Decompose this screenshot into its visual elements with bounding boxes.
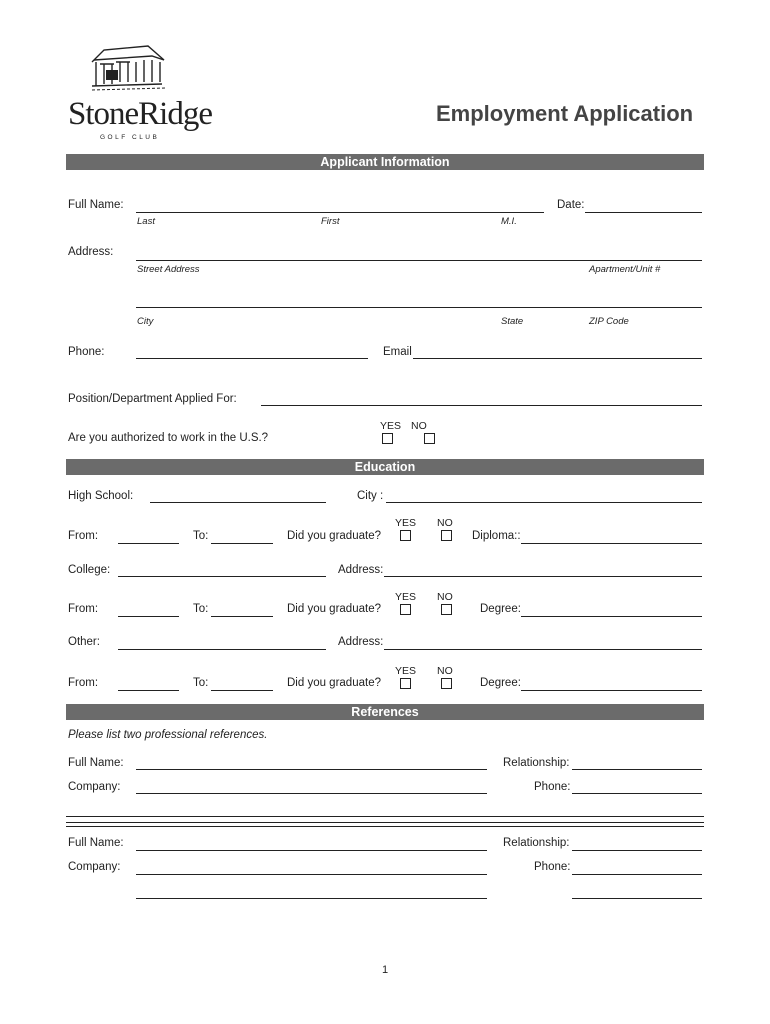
section-title: Education <box>354 460 416 474</box>
no-label: NO <box>437 665 453 677</box>
logo-subtitle: GOLF CLUB <box>100 134 160 141</box>
first-name-hint: First <box>321 216 340 227</box>
street-address-field[interactable] <box>136 260 702 261</box>
full-name-label: Full Name: <box>68 199 124 211</box>
page-number: 1 <box>381 964 389 976</box>
date-label: Date: <box>557 199 585 211</box>
college-label: College: <box>68 564 111 576</box>
hs-graduate-no-checkbox[interactable] <box>441 530 452 541</box>
phone-field[interactable] <box>136 358 368 359</box>
section-title: Applicant Information <box>320 155 450 169</box>
yes-label: YES <box>380 420 402 432</box>
other-to-field[interactable] <box>211 690 273 691</box>
other-label: Other: <box>68 636 100 648</box>
college-field[interactable] <box>118 576 326 577</box>
hs-to-field[interactable] <box>211 543 273 544</box>
ref2-company-label: Company: <box>68 861 121 873</box>
state-hint: State <box>501 316 524 327</box>
degree-label: Degree: <box>480 677 521 689</box>
street-address-hint: Street Address <box>137 264 200 275</box>
address-label: Address: <box>338 564 384 576</box>
to-label: To: <box>193 603 209 615</box>
city-state-zip-field[interactable] <box>136 307 702 308</box>
last-name-hint: Last <box>137 216 155 227</box>
section-title: References <box>351 705 419 719</box>
ref2-full-name-field[interactable] <box>136 850 487 851</box>
clubhouse-icon <box>90 42 168 94</box>
ref2-phone-label: Phone: <box>534 861 571 873</box>
position-field[interactable] <box>261 405 702 406</box>
ref2-extra-field[interactable] <box>136 898 487 899</box>
ref1-full-name-label: Full Name: <box>68 757 124 769</box>
college-from-field[interactable] <box>118 616 179 617</box>
no-label: NO <box>437 517 453 529</box>
from-label: From: <box>68 603 99 615</box>
other-degree-field[interactable] <box>521 690 702 691</box>
college-address-field[interactable] <box>384 576 702 577</box>
yes-label: YES <box>395 517 417 529</box>
divider <box>66 816 704 817</box>
no-label: NO <box>437 591 453 603</box>
yes-label: YES <box>395 665 417 677</box>
ref1-relationship-field[interactable] <box>572 769 702 770</box>
other-graduate-no-checkbox[interactable] <box>441 678 452 689</box>
other-address-field[interactable] <box>384 649 702 650</box>
ref1-phone-label: Phone: <box>534 781 571 793</box>
authorized-yes-checkbox[interactable] <box>382 433 393 444</box>
diploma-field[interactable] <box>521 543 702 544</box>
middle-initial-hint: M.I. <box>501 216 517 227</box>
full-name-field[interactable] <box>136 212 544 213</box>
graduate-label: Did you graduate? <box>287 603 381 615</box>
city-label: City : <box>357 490 384 502</box>
ref1-phone-field[interactable] <box>572 793 702 794</box>
email-label: Email <box>383 346 412 358</box>
high-school-city-field[interactable] <box>386 502 702 503</box>
authorized-no-checkbox[interactable] <box>424 433 435 444</box>
college-degree-field[interactable] <box>521 616 702 617</box>
graduate-label: Did you graduate? <box>287 677 381 689</box>
graduate-label: Did you graduate? <box>287 530 381 542</box>
city-hint: City <box>137 316 154 327</box>
hs-graduate-yes-checkbox[interactable] <box>400 530 411 541</box>
ref2-full-name-label: Full Name: <box>68 837 124 849</box>
college-to-field[interactable] <box>211 616 273 617</box>
ref2-extra-field-right[interactable] <box>572 898 702 899</box>
high-school-field[interactable] <box>150 502 326 503</box>
logo-name: StoneRidge <box>68 96 212 132</box>
from-label: From: <box>68 530 99 542</box>
ref2-phone-field[interactable] <box>572 874 702 875</box>
no-label: NO <box>411 420 427 432</box>
apartment-hint: Apartment/Unit # <box>589 264 661 275</box>
other-school-field[interactable] <box>118 649 326 650</box>
ref1-relationship-label: Relationship: <box>503 757 570 769</box>
page-title: Employment Application <box>436 101 694 126</box>
from-label: From: <box>68 677 99 689</box>
email-field[interactable] <box>413 358 702 359</box>
address-label: Address: <box>68 246 114 258</box>
date-field[interactable] <box>585 212 702 213</box>
zip-hint: ZIP Code <box>589 316 629 327</box>
hs-from-field[interactable] <box>118 543 179 544</box>
high-school-label: High School: <box>68 490 134 502</box>
other-from-field[interactable] <box>118 690 179 691</box>
other-graduate-yes-checkbox[interactable] <box>400 678 411 689</box>
ref2-relationship-field[interactable] <box>572 850 702 851</box>
divider <box>66 822 704 827</box>
to-label: To: <box>193 677 209 689</box>
references-instruction: Please list two professional references. <box>68 729 268 741</box>
to-label: To: <box>193 530 209 542</box>
phone-label: Phone: <box>68 346 105 358</box>
address-label: Address: <box>338 636 384 648</box>
diploma-label: Diploma:: <box>472 530 521 542</box>
ref1-company-label: Company: <box>68 781 121 793</box>
yes-label: YES <box>395 591 417 603</box>
ref2-relationship-label: Relationship: <box>503 837 570 849</box>
section-header-education <box>66 459 704 475</box>
degree-label: Degree: <box>480 603 521 615</box>
ref2-company-field[interactable] <box>136 874 487 875</box>
college-graduate-yes-checkbox[interactable] <box>400 604 411 615</box>
section-header-applicant <box>66 154 704 170</box>
authorized-label: Are you authorized to work in the U.S.? <box>68 432 269 444</box>
ref1-company-field[interactable] <box>136 793 487 794</box>
position-label: Position/Department Applied For: <box>68 393 237 405</box>
ref1-full-name-field[interactable] <box>136 769 487 770</box>
college-graduate-no-checkbox[interactable] <box>441 604 452 615</box>
section-header-references <box>66 704 704 720</box>
